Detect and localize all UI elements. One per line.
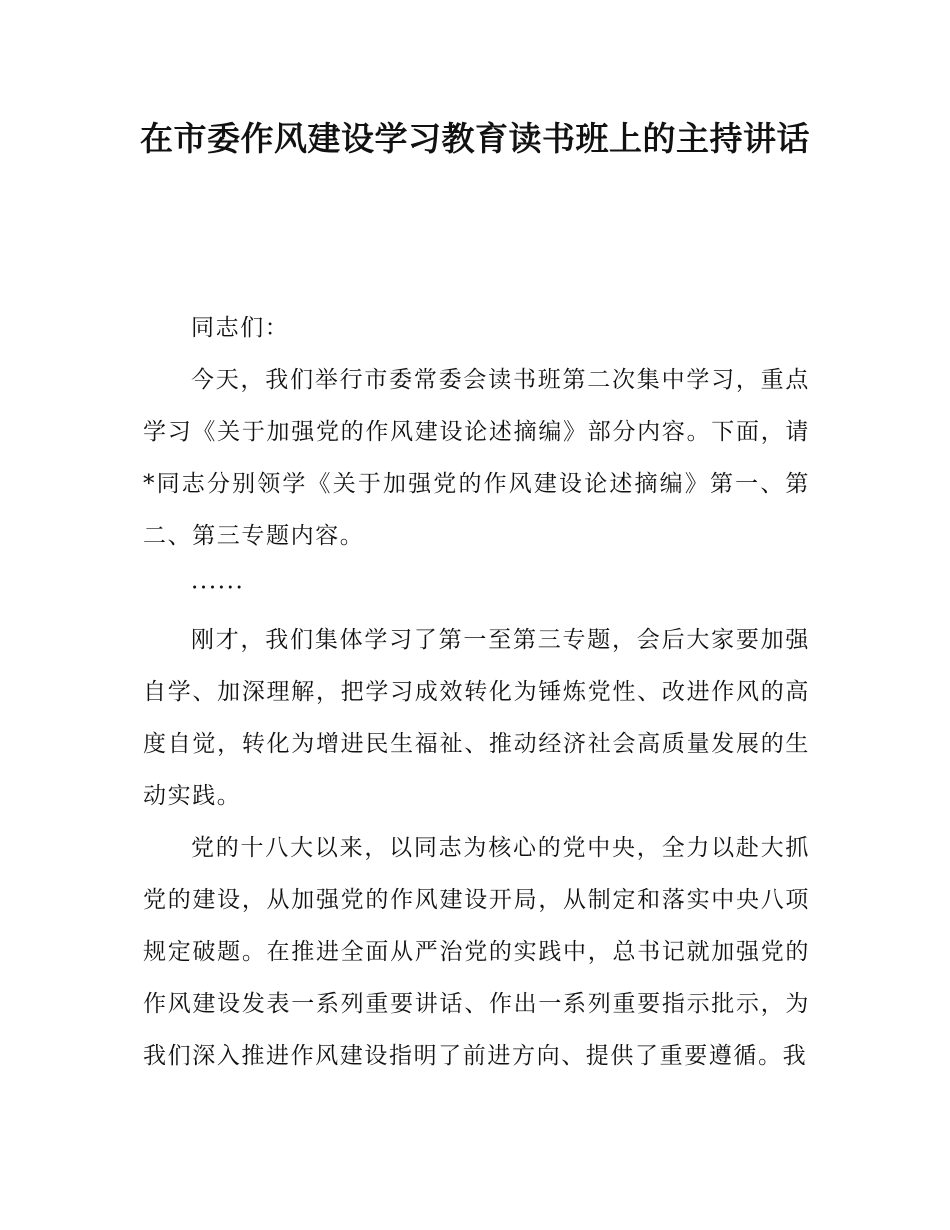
paragraph-background: 党的十八大以来，以同志为核心的党中央，全力以赴大抓党的建设，从加强党的作风建设开局，从制定和落实中央八项规定破题。在推进全面从严治党的实践中，总书记就加强党的作风建设发表一系列重要讲话、作出一系列重要指示批示，为我们深入推进作风建设指明了前进方向、提供了重要遵循。我 bbox=[143, 835, 810, 1069]
document-title: 在市委作风建设学习教育读书班上的主持讲话 bbox=[140, 119, 810, 158]
paragraph-greeting: 同志们： bbox=[191, 315, 290, 341]
document-body bbox=[143, 302, 810, 1082]
paragraph-opening: 今天，我们举行市委常委会读书班第二次集中学习，重点学习《关于加强党的作风建设论述摘编》部分内容。下面，请*同志分别领学《关于加强党的作风建设论述摘编》第一、第二、第三专题内容。 bbox=[143, 367, 810, 549]
paragraph-ellipsis: ······ bbox=[191, 575, 245, 601]
paragraph-summary: 刚才，我们集体学习了第一至第三专题，会后大家要加强自学、加深理解，把学习成效转化为锤炼党性、改进作风的高度自觉，转化为增进民生福祉、推动经济社会高质量发展的生动实践。 bbox=[143, 627, 810, 809]
